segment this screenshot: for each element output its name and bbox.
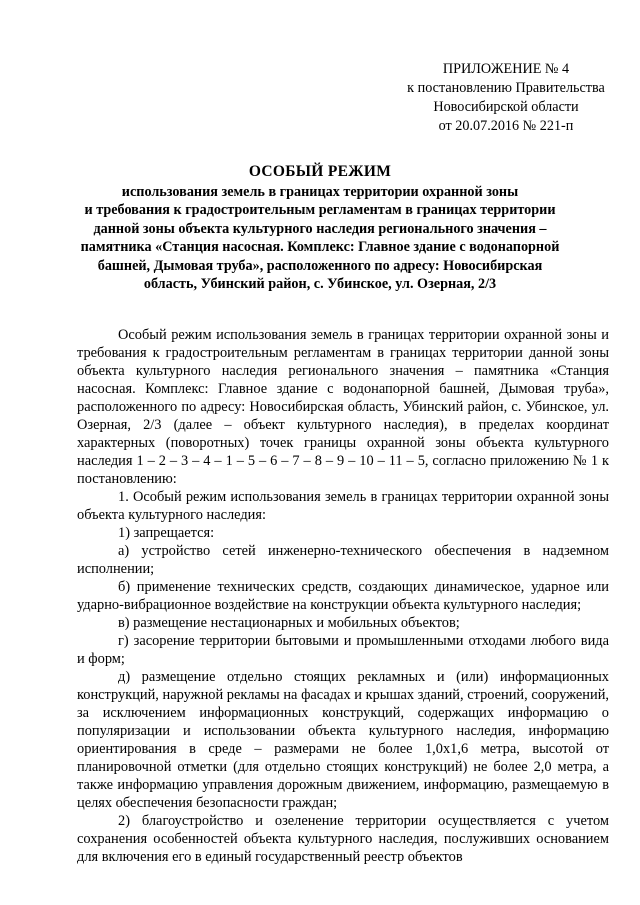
appendix-header [400,60,612,136]
body-paragraph: Особый режим использования земель в границах территории охранной зоны и требования к градостроительным регламентам в границах территории данной зоны объекта культурного наследия регионального значения – памятника «Станция насосная. Комплекс: Главное здание с водонапорной башней, Дымовая труба», расположенного по адресу: Новосибирская область, Убинский район, с. Убинское, ул. Озерная, 2/3 (далее – объект культурного наследия), в пределах координат характерных (поворотных) точек границы охранной зоны объекта культурного наследия 1 – 2 – 3 – 4 – 1 – 5 – 6 – 7 – 8 – 9 – 10 – 11 – 5, согласно приложению № 1 к постановлению: [77,327,609,487]
body-paragraph: 2) благоустройство и озеленение территории осуществляется с учетом сохранения особенностей объекта культурного наследия, послуживших основанием для включения его в единый государственный реестр объектов [77,813,609,865]
title-line: и требования к градостроительным регламентам в границах территории [84,202,556,218]
appendix-reference: к постановлению Правительства [407,80,605,96]
body-paragraph: 1. Особый режим использования земель в границах территории охранной зоны объекта культурного наследия: [77,489,609,523]
body-paragraph: 1) запрещается: [118,525,215,541]
appendix-region: Новосибирской области [433,99,579,115]
appendix-date: от 20.07.2016 № 221-п [438,118,574,134]
document-body [77,326,609,866]
title-line: данной зоны объекта культурного наследия регионального значения – [93,220,547,237]
title-line: башней, Дымовая труба», расположенного по адресу: Новосибирская [97,257,543,274]
document-title [64,163,576,294]
appendix-number: ПРИЛОЖЕНИЕ № 4 [442,61,570,77]
body-paragraph: б) применение технических средств, создающих динамическое, ударное или ударно-вибрационное воздействие на конструкции объекта культурного наследия; [77,579,609,613]
body-paragraph: а) устройство сетей инженерно-технического обеспечения в надземном исполнении; [77,543,609,577]
title-line: область, Убинский район, с. Убинское, ул. Озерная, 2/3 [143,276,497,292]
title-line: использования земель в границах территории охранной зоны [121,183,519,200]
body-paragraph: г) засорение территории бытовыми и промышленными отходами любого вида и форм; [77,633,609,667]
body-paragraph: в) размещение нестационарных и мобильных объектов; [118,615,460,631]
body-paragraph: д) размещение отдельно стоящих рекламных и (или) информационных конструкций, наружной рекламы на фасадах и крышах зданий, строений, сооружений, за исключением информационных конструкций, содержащих информацию о популяризации и использовании объекта культурного наследия, информацию ориентирования в среде – размерами не более 1,0х1,6 метра, высотой от планировочной отметки (для отдельно стоящих конструкций) не более 2,0 метра, а также информацию управления дорожным движением, информацию, размещаемую в целях обеспечения безопасности граждан; [77,669,609,811]
title-line: памятника «Станция насосная. Комплекс: Главное здание с водонапорной [80,239,560,255]
title-main: ОСОБЫЙ РЕЖИМ [248,163,392,180]
